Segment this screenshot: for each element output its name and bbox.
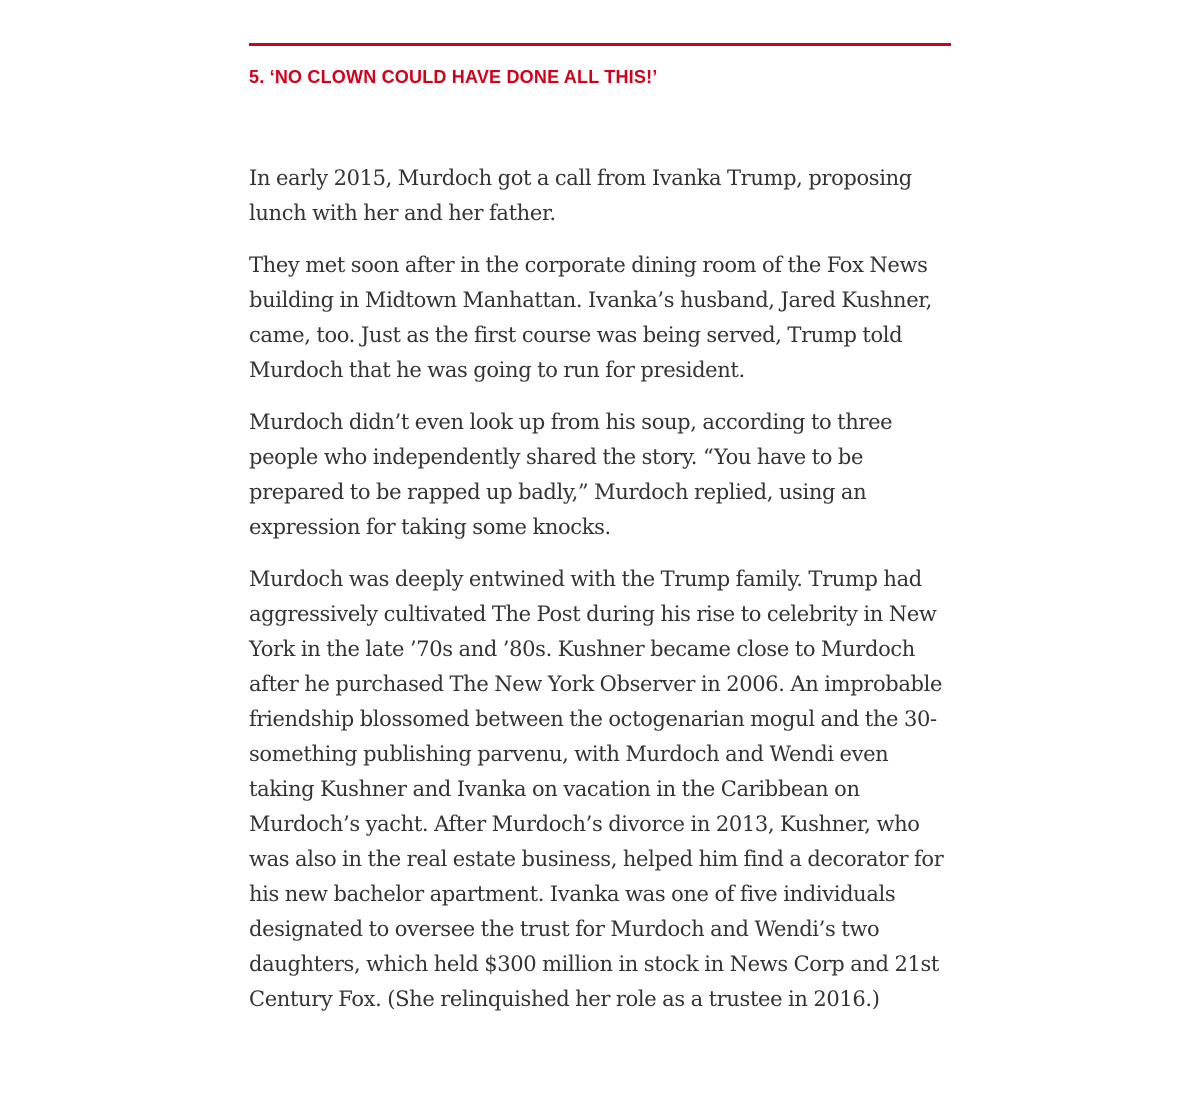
paragraph-2: They met soon after in the corporate dining room of the Fox News building in Midtown Manhattan. Ivanka’s husband, Jared Kushner, came, too. Just as the first course was being served, Trump told Murdoch that he was going to run for president. [249, 253, 932, 382]
paragraph-1: In early 2015, Murdoch got a call from Ivanka Trump, proposing lunch with her and her father. [249, 166, 912, 225]
paragraph-3: Murdoch didn’t even look up from his soup, according to three people who independently shared the story. “You have to be prepared to be rapped up badly,” Murdoch replied, using an expression for taking some knocks. [249, 410, 893, 539]
paragraph-4: Murdoch was deeply entwined with the Trump family. Trump had aggressively cultivated The Post during his rise to celebrity in New York in the late ’70s and ’80s. Kushner became close to Murdoch after he purchased The New York Observer in 2006. An improbable friendship blossomed between the octogenarian mogul and the 30-something publishing parvenu, with Murdoch and Wendi even taking Kushner and Ivanka on vacation in the Caribbean on Murdoch’s yacht. After Murdoch’s divorce in 2013, Kushner, who was also in the real estate business, helped him find a decorator for his new bachelor apartment. Ivanka was one of five individuals designated to oversee the trust for Murdoch and Wendi’s two daughters, which held $300 million in stock in News Corp and 21st Century Fox. (She relinquished her role as a trustee in 2016.) [249, 567, 944, 1011]
article [249, 43, 951, 1034]
section-divider-rule [249, 43, 951, 46]
section-heading: 5. ‘NO CLOWN COULD HAVE DONE ALL THIS!’ [249, 67, 658, 87]
article-body [249, 161, 951, 1017]
